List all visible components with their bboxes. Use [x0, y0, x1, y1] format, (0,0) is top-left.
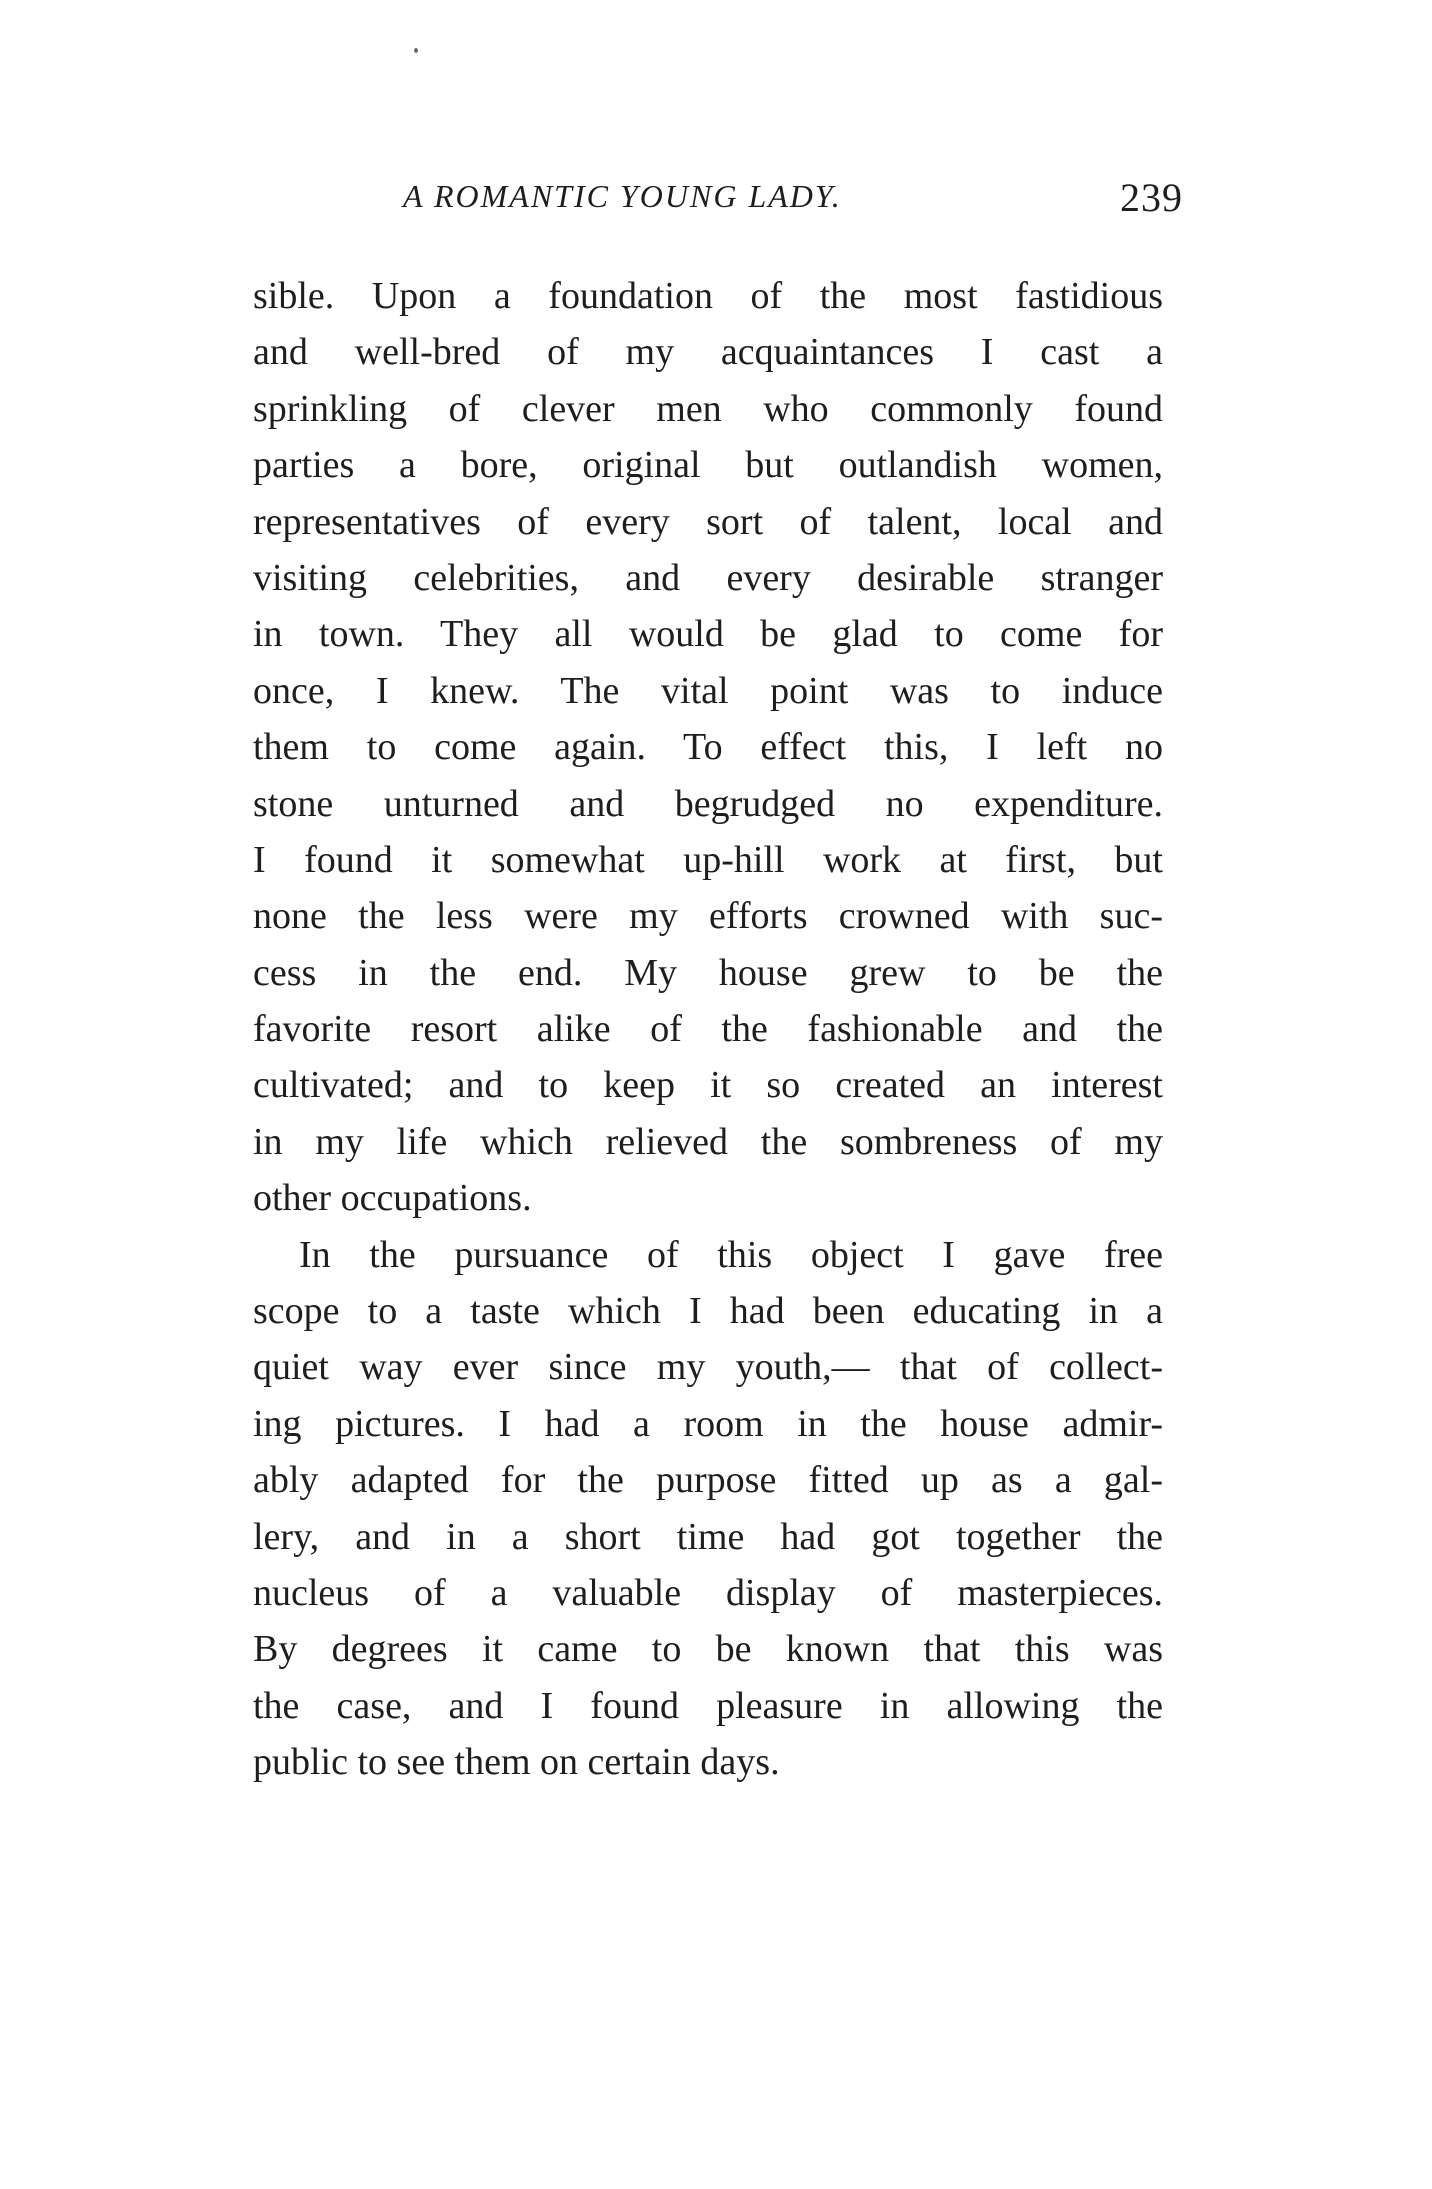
paragraph-start-line: In the pursuance of this object I gave free: [299, 1233, 1163, 1276]
page-number: 239: [1120, 175, 1183, 220]
text-line: them to come again. To effect this, I left no: [253, 726, 1163, 769]
text-line: ing pictures. I had a room in the house admir-: [253, 1402, 1163, 1445]
text-line: the case, and I found pleasure in allowing the: [253, 1684, 1163, 1727]
text-line: lery, and in a short time had got together the: [253, 1515, 1163, 1558]
text-line: parties a bore, original but outlandish women,: [253, 444, 1163, 487]
text-line: visiting celebrities, and every desirable stranger: [253, 556, 1163, 599]
paragraph-end-line: public to see them on certain days.: [253, 1741, 780, 1784]
text-line: in my life which relieved the sombreness of my: [253, 1120, 1163, 1163]
paper-speck: [414, 48, 418, 53]
text-line: quiet way ever since my youth,— that of collect-: [253, 1346, 1163, 1389]
text-line: in town. They all would be glad to come for: [253, 613, 1163, 656]
text-line: once, I knew. The vital point was to induce: [253, 669, 1163, 712]
text-line: ably adapted for the purpose fitted up as a gal-: [253, 1459, 1163, 1502]
text-line: none the less were my efforts crowned with suc-: [253, 895, 1163, 938]
text-line: and well-bred of my acquaintances I cast a: [253, 331, 1163, 374]
running-title: A ROMANTIC YOUNG LADY.: [403, 178, 842, 214]
paragraph-end-line: other occupations.: [253, 1177, 532, 1220]
text-line: nucleus of a valuable display of masterpieces.: [253, 1571, 1163, 1614]
text-line: cultivated; and to keep it so created an interest: [253, 1064, 1163, 1107]
text-line: favorite resort alike of the fashionable and the: [253, 1008, 1163, 1051]
text-line: I found it somewhat up-hill work at first, but: [253, 838, 1163, 881]
text-line: sible. Upon a foundation of the most fastidious: [253, 275, 1163, 317]
text-line: cess in the end. My house grew to be the: [253, 951, 1163, 994]
body-text: [253, 268, 1163, 1791]
text-line: representatives of every sort of talent, local and: [253, 500, 1163, 543]
text-line: sprinkling of clever men who commonly found: [253, 387, 1163, 430]
text-line: stone unturned and begrudged no expenditure.: [253, 782, 1163, 825]
running-header: [253, 174, 1183, 224]
text-line: By degrees it came to be known that this was: [253, 1628, 1163, 1671]
text-line: scope to a taste which I had been educating in a: [253, 1290, 1163, 1333]
